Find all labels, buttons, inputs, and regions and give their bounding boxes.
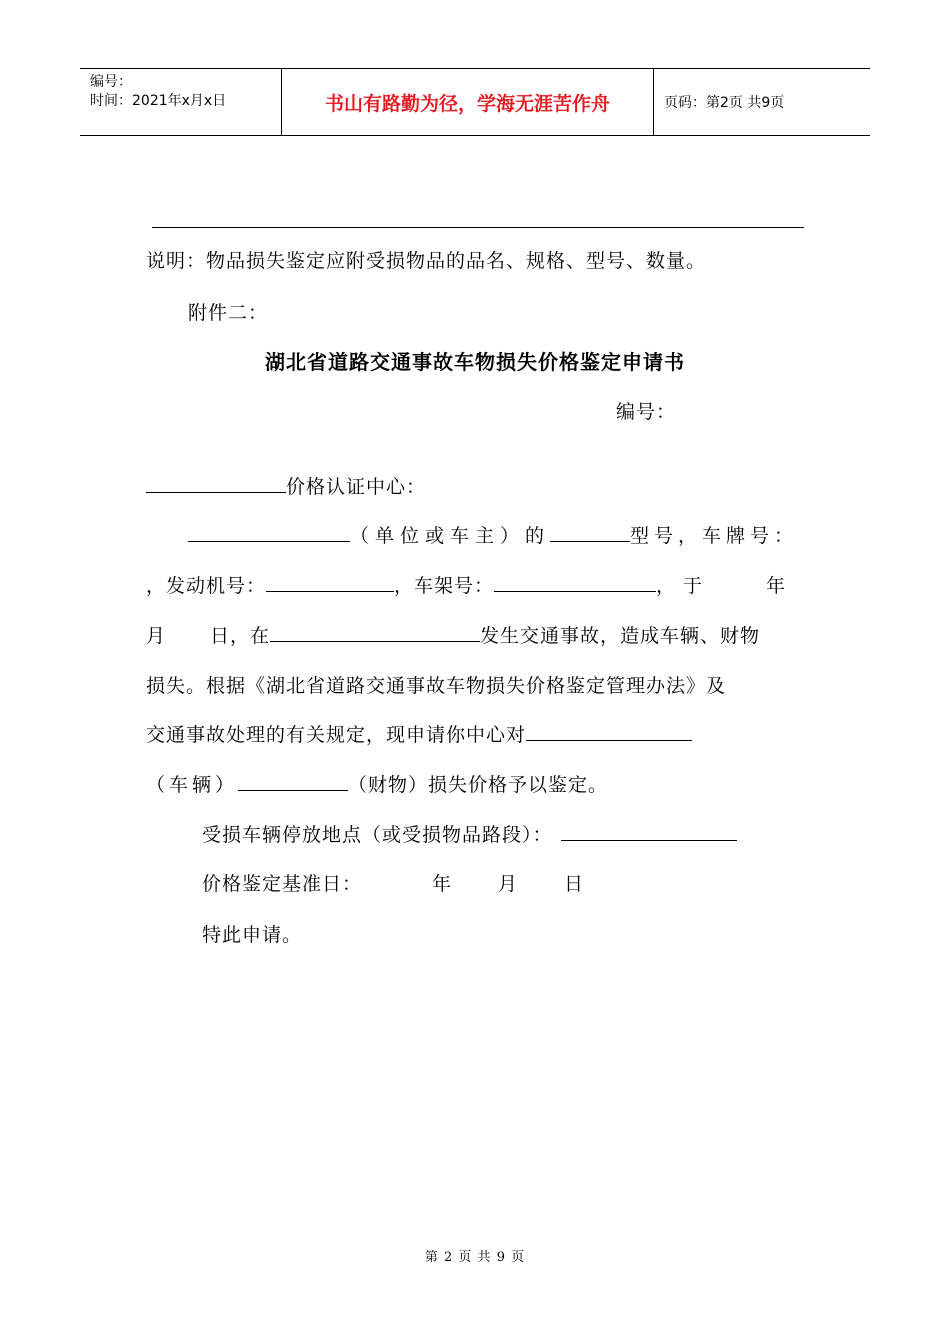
frame-blank[interactable] <box>494 573 656 592</box>
location-blank[interactable] <box>270 623 480 642</box>
parking-line <box>202 820 737 847</box>
center-suffix: 价格认证中心： <box>286 476 427 498</box>
property-text: （财物）损失价格予以鉴定。 <box>348 774 609 796</box>
month-label: 月 <box>146 625 167 647</box>
engine-blank[interactable] <box>266 573 394 592</box>
note-line: 说明：物品损失鉴定应附受损物品的品名、规格、型号、数量。 <box>146 250 707 272</box>
doc-date: 时间：2021年x月x日 <box>90 93 227 109</box>
base-year: 年 <box>432 873 453 895</box>
vehicle-blank[interactable] <box>526 722 692 741</box>
closing-line: 特此申请。 <box>202 924 303 946</box>
number-label: 编号： <box>616 401 677 423</box>
document-title: 湖北省道路交通事故车物损失价格鉴定申请书 <box>265 350 685 374</box>
doc-number: 编号： <box>90 74 132 90</box>
paragraph-line-6 <box>146 770 608 797</box>
parking-blank[interactable] <box>561 822 737 841</box>
center-blank[interactable] <box>146 474 286 493</box>
attachment-label: 附件二： <box>188 302 269 324</box>
header-page-info: 页码：第2页 共9页 <box>664 95 785 111</box>
paragraph-line-4: 损失。根据《湖北省道路交通事故车物损失价格鉴定管理办法》及 <box>146 675 727 697</box>
header-left-cell <box>80 69 282 135</box>
base-date-line <box>202 869 584 896</box>
base-date-label: 价格鉴定基准日： <box>202 873 363 895</box>
top-rule <box>152 227 804 228</box>
paragraph-line-2 <box>146 571 786 598</box>
base-month: 月 <box>498 873 519 895</box>
accident-text: 发生交通事故，造成车辆、财物 <box>480 625 761 647</box>
on-label: ，于 <box>656 575 711 597</box>
model-blank[interactable] <box>550 523 630 542</box>
page-footer: 第 2 页 共 9 页 <box>424 1250 526 1265</box>
recipient-line <box>146 472 426 499</box>
parking-label: 受损车辆停放地点（或受损物品路段）： <box>202 824 553 846</box>
owner-blank[interactable] <box>188 523 350 542</box>
year-label: 年 <box>766 575 787 597</box>
header-table <box>80 68 870 136</box>
owner-text: （单位或车主）的 <box>350 525 551 547</box>
plate-text: 型号，车牌号： <box>630 525 799 547</box>
day-at-label: 日，在 <box>210 625 271 647</box>
paragraph-line-3 <box>146 621 760 648</box>
frame-label: ，车架号： <box>394 575 495 597</box>
property-blank[interactable] <box>238 772 348 791</box>
vehicle-label: （车辆） <box>146 774 239 796</box>
header-motto: 书山有路勤为径，学海无涯苦作舟 <box>282 69 654 135</box>
engine-label: ，发动机号： <box>146 575 267 597</box>
request-text: 交通事故处理的有关规定，现申请你中心对 <box>146 724 527 746</box>
base-day: 日 <box>564 873 585 895</box>
paragraph-line-5 <box>146 720 692 747</box>
paragraph-line-1 <box>188 521 798 548</box>
